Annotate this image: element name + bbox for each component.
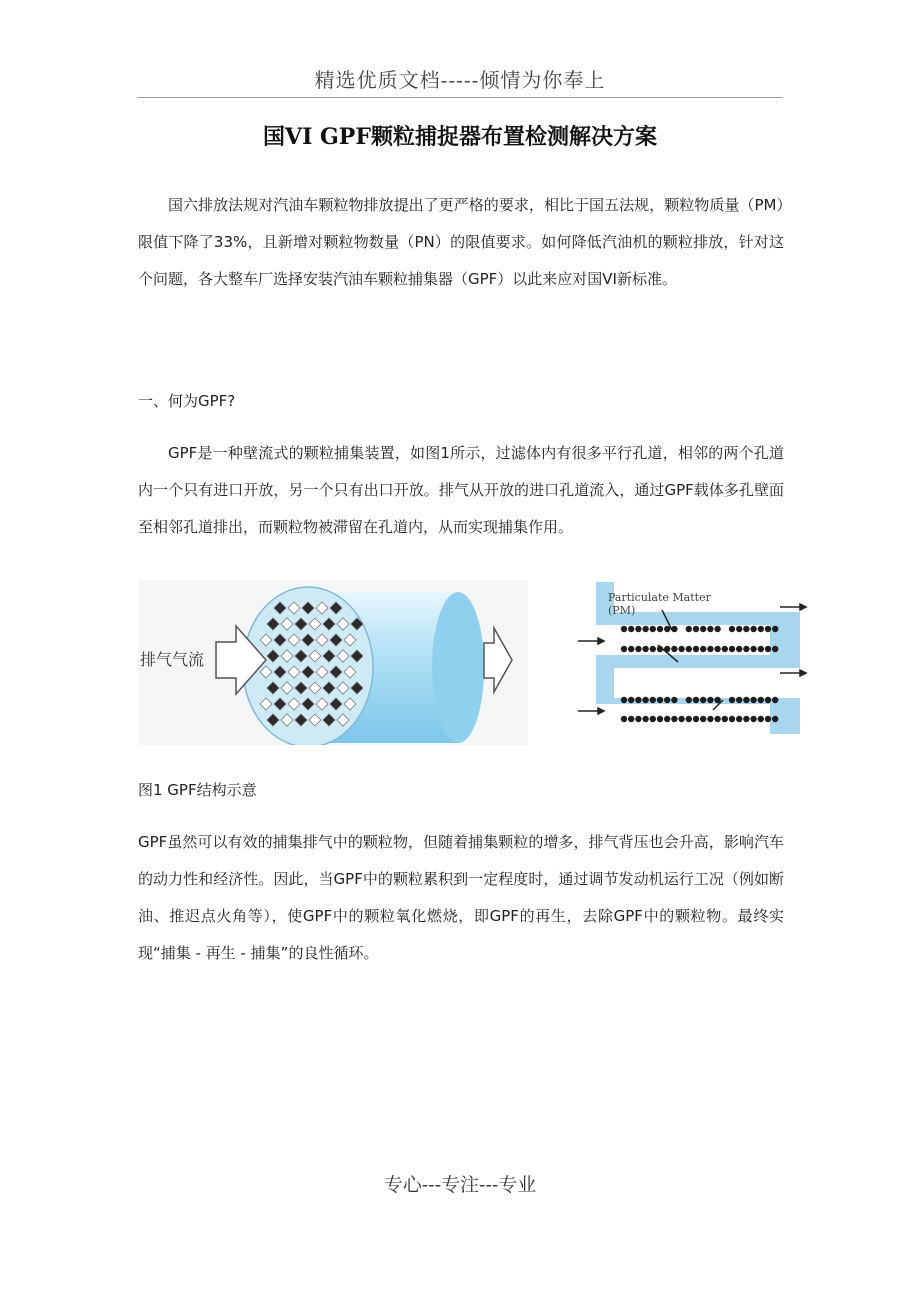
pm-particle xyxy=(635,626,641,632)
pm-particle xyxy=(671,697,677,703)
gpf-description-paragraph: GPF是一种壁流式的颗粒捕集装置，如图1所示，过滤体内有很多平行孔道，相邻的两个孔道内一个只有进口开放，另一个只有出口开放。排气从开放的进口孔道流入，通过GPF载体多孔壁面至相邻孔道排出，而颗粒物被滞留在孔道内，从而实现捕集作用。 xyxy=(138,444,784,536)
figure-caption: 图1 GPF结构示意 xyxy=(138,781,257,799)
pm-particle xyxy=(714,626,720,632)
pm-particle xyxy=(758,716,764,722)
pm-particle xyxy=(657,697,663,703)
pm-particle xyxy=(686,716,692,722)
pm-particle xyxy=(750,626,756,632)
pm-particle xyxy=(758,646,764,652)
pm-particle xyxy=(765,697,771,703)
pm-particle xyxy=(686,697,692,703)
outlet-arrowhead-middle xyxy=(800,670,806,676)
pm-particle xyxy=(700,697,706,703)
pm-particle xyxy=(642,646,648,652)
pm-particle xyxy=(678,716,684,722)
pm-particle xyxy=(650,646,656,652)
pm-particle xyxy=(628,716,634,722)
pm-particle xyxy=(765,646,771,652)
pm-particle xyxy=(750,646,756,652)
pm-particle xyxy=(642,716,648,722)
pm-particle xyxy=(736,646,742,652)
pm-particle xyxy=(736,716,742,722)
pm-particle xyxy=(628,646,634,652)
pm-particle xyxy=(729,646,735,652)
pm-particle xyxy=(657,716,663,722)
pm-particle xyxy=(729,626,735,632)
pm-particle xyxy=(743,697,749,703)
pm-particle xyxy=(664,716,670,722)
pm-particle xyxy=(750,697,756,703)
pm-label-line2: (PM) xyxy=(608,604,636,617)
pm-particle xyxy=(628,626,634,632)
pm-particle xyxy=(772,697,778,703)
pm-particle xyxy=(693,646,699,652)
channel-outlet-middle xyxy=(614,668,800,698)
pm-particle xyxy=(765,716,771,722)
pm-particle xyxy=(635,716,641,722)
pm-particle xyxy=(772,646,778,652)
pm-particle xyxy=(707,716,713,722)
outlet-arrowhead-top xyxy=(800,604,806,610)
pm-particle xyxy=(621,697,627,703)
exhaust-flow-label: 排气气流 xyxy=(140,650,205,669)
pm-particle xyxy=(642,626,648,632)
pm-particle xyxy=(743,646,749,652)
pm-particle xyxy=(722,646,728,652)
page-footer: 专心---专注---专业 xyxy=(383,1174,537,1196)
pm-particle xyxy=(700,716,706,722)
pm-particle xyxy=(664,626,670,632)
pm-particle xyxy=(707,626,713,632)
pm-particle xyxy=(657,626,663,632)
pm-particle xyxy=(693,697,699,703)
pm-particle xyxy=(678,646,684,652)
pm-particle xyxy=(765,626,771,632)
pm-particle xyxy=(722,716,728,722)
pm-particle xyxy=(750,716,756,722)
pm-particle xyxy=(664,697,670,703)
section-heading-what-is-gpf: 一、何为GPF? xyxy=(138,392,236,410)
pm-particle xyxy=(686,626,692,632)
pm-particle xyxy=(700,626,706,632)
page-header: 精选优质文档-----倾情为你奉上 xyxy=(314,68,606,92)
regeneration-paragraph: GPF虽然可以有效的捕集排气中的颗粒物，但随着捕集颗粒的增多，排气背压也会升高，影响汽车的动力性和经济性。因此，当GPF中的颗粒累积到一定程度时，通过调节发动机运行工况（例如断油、推迟点火角等），使GPF中的颗粒氧化燃烧，即GPF的再生，去除GPF中的颗粒物。最终实现“捕集 - 再生 - 捕集”的良性循环。 xyxy=(138,833,784,962)
pm-particle xyxy=(693,716,699,722)
pm-particle xyxy=(729,716,735,722)
pm-particle xyxy=(642,697,648,703)
header-divider xyxy=(138,97,782,98)
pm-particle xyxy=(621,716,627,722)
document-title: 国VI GPF颗粒捕捉器布置检测解决方案 xyxy=(263,124,657,150)
pm-label-line1: Particulate Matter xyxy=(608,591,711,604)
pm-particle xyxy=(621,646,627,652)
pm-particle xyxy=(743,626,749,632)
pm-particle xyxy=(772,716,778,722)
pm-particle xyxy=(707,697,713,703)
pm-particle xyxy=(736,697,742,703)
wall-flow-channel-diagram xyxy=(578,582,806,734)
pm-particle xyxy=(772,626,778,632)
pm-particle xyxy=(635,697,641,703)
pm-particle xyxy=(650,716,656,722)
cylinder-outlet-end xyxy=(432,592,484,742)
pm-particle xyxy=(714,716,720,722)
pm-particle xyxy=(635,646,641,652)
pm-particle xyxy=(743,716,749,722)
gpf-cylinder-illustration xyxy=(138,580,528,745)
pm-particle xyxy=(650,697,656,703)
pm-particle xyxy=(628,697,634,703)
pm-particle xyxy=(729,697,735,703)
pm-particle xyxy=(671,646,677,652)
pm-particle xyxy=(671,716,677,722)
pm-particle xyxy=(686,646,692,652)
pm-particle xyxy=(650,626,656,632)
pm-particle xyxy=(758,697,764,703)
pm-particle xyxy=(714,646,720,652)
pm-particle xyxy=(707,646,713,652)
pm-particle xyxy=(700,646,706,652)
pm-particle xyxy=(693,626,699,632)
gpf-structure-figure xyxy=(138,580,810,745)
intro-paragraph: 国六排放法规对汽油车颗粒物排放提出了更严格的要求，相比于国五法规，颗粒物质量（PM）限值下降了33%，且新增对颗粒物数量（PN）的限值要求。如何降低汽油机的颗粒排放，针对这个问题，各大整车厂选择安装汽油车颗粒捕集器（GPF）以此来应对国VI新标准。 xyxy=(138,196,784,288)
pm-particle xyxy=(736,626,742,632)
pm-particle xyxy=(758,626,764,632)
pm-particle xyxy=(621,626,627,632)
